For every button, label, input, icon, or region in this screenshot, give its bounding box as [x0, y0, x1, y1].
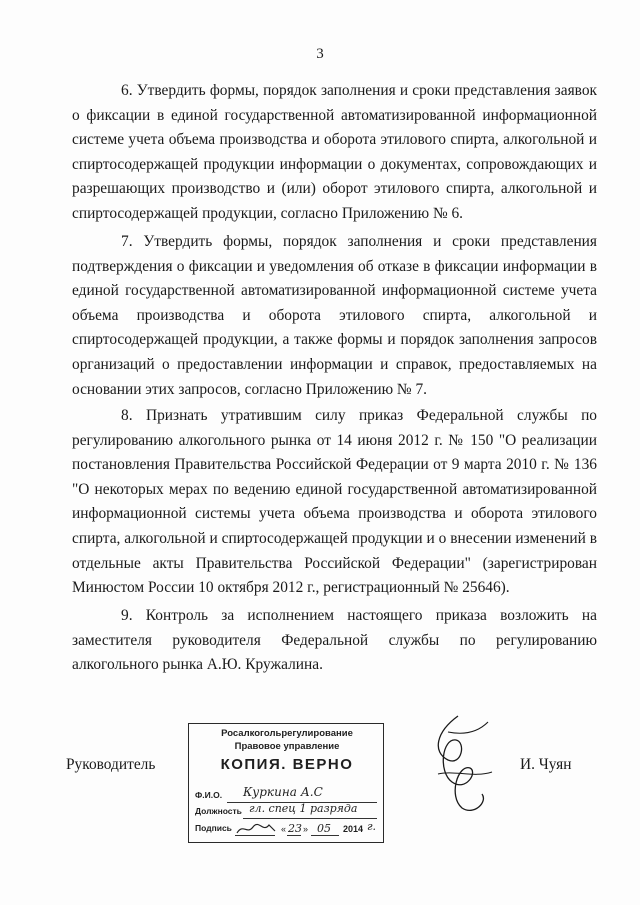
stamp-position-label: Должность	[195, 806, 242, 816]
stamp-fio-handwritten: Куркина А.С	[243, 785, 323, 799]
paragraph-7: 7. Утвердить формы, порядок заполнения и сроки представления подтверждения о фиксации и уведомления об отказе в фиксации информации в единой государственной автоматизированной информационной системе учета объема производства и оборота этилового спирта, алкогольной и спиртосодержащей продукции, а также формы и порядок заполнения запросов организаций о предоставлении информации и справок, предоставляемых на основании этих запросов, согласно Приложению № 7.	[72, 233, 597, 398]
copy-certification-stamp: Росалкогольрегулирование Правовое управление КОПИЯ. ВЕРНО Ф.И.О. Куркина А.С Должность гл. спец 1 разряда Подпись « 23 » 05 2014 г.	[188, 723, 384, 843]
handwritten-signature	[418, 712, 508, 822]
stamp-day-handwritten: 23	[288, 822, 302, 835]
stamp-title: КОПИЯ. ВЕРНО	[220, 756, 354, 773]
stamp-position-line	[243, 818, 377, 819]
paragraph-8: 8. Признать утратившим силу приказ Федеральной службы по регулированию алкогольного рынка от 14 июня 2012 г. № 150 "О реализации постановления Правительства Российской Федерации от 9 марта 2010 г. № 136 "О некоторых мерах по ведению единой государственной автоматизированной информационной системы учета объема производства и оборота этилового спирта, алкогольной и спиртосодержащей продукции и о внесении изменений в отдельные акты Правительства Российской Федерации" (зарегистрирован Минюстом России 10 октября 2012 г., регистрационный № 25646).	[72, 407, 597, 597]
paragraph-9: 9. Контроль за исполнением настоящего приказа возложить на заместителя руководителя Федеральной службы по регулированию алкогольного рынка А.Ю. Кружалина.	[72, 607, 597, 674]
stamp-signature-scribble	[235, 821, 277, 837]
signer-title: Руководитель	[66, 756, 156, 773]
paragraph-6: 6. Утвердить формы, порядок заполнения и сроки представления заявок о фиксации в единой государственной автоматизированной информационной системе учета объема производства и оборота этилового спирта, алкогольной и спиртосодержащей продукции информации о документах, сопровождающих и разрешающих производство и (или) оборот этилового спирта, алкогольной и спиртосодержащей продукции, согласно Приложению № 6.	[72, 82, 597, 222]
signer-name: И. Чуян	[520, 756, 572, 773]
stamp-year-handwritten: г.	[367, 820, 377, 833]
stamp-month-handwritten: 05	[317, 822, 331, 835]
stamp-year: 2014	[343, 824, 364, 834]
stamp-position-handwritten: гл. спец 1 разряда	[249, 802, 358, 815]
page-number: 3	[316, 46, 324, 62]
stamp-organization: Росалкогольрегулирование	[221, 728, 353, 739]
stamp-fio-label: Ф.И.О.	[195, 790, 223, 800]
stamp-signature-label: Подпись	[195, 823, 232, 833]
stamp-department: Правовое управление	[234, 741, 340, 752]
